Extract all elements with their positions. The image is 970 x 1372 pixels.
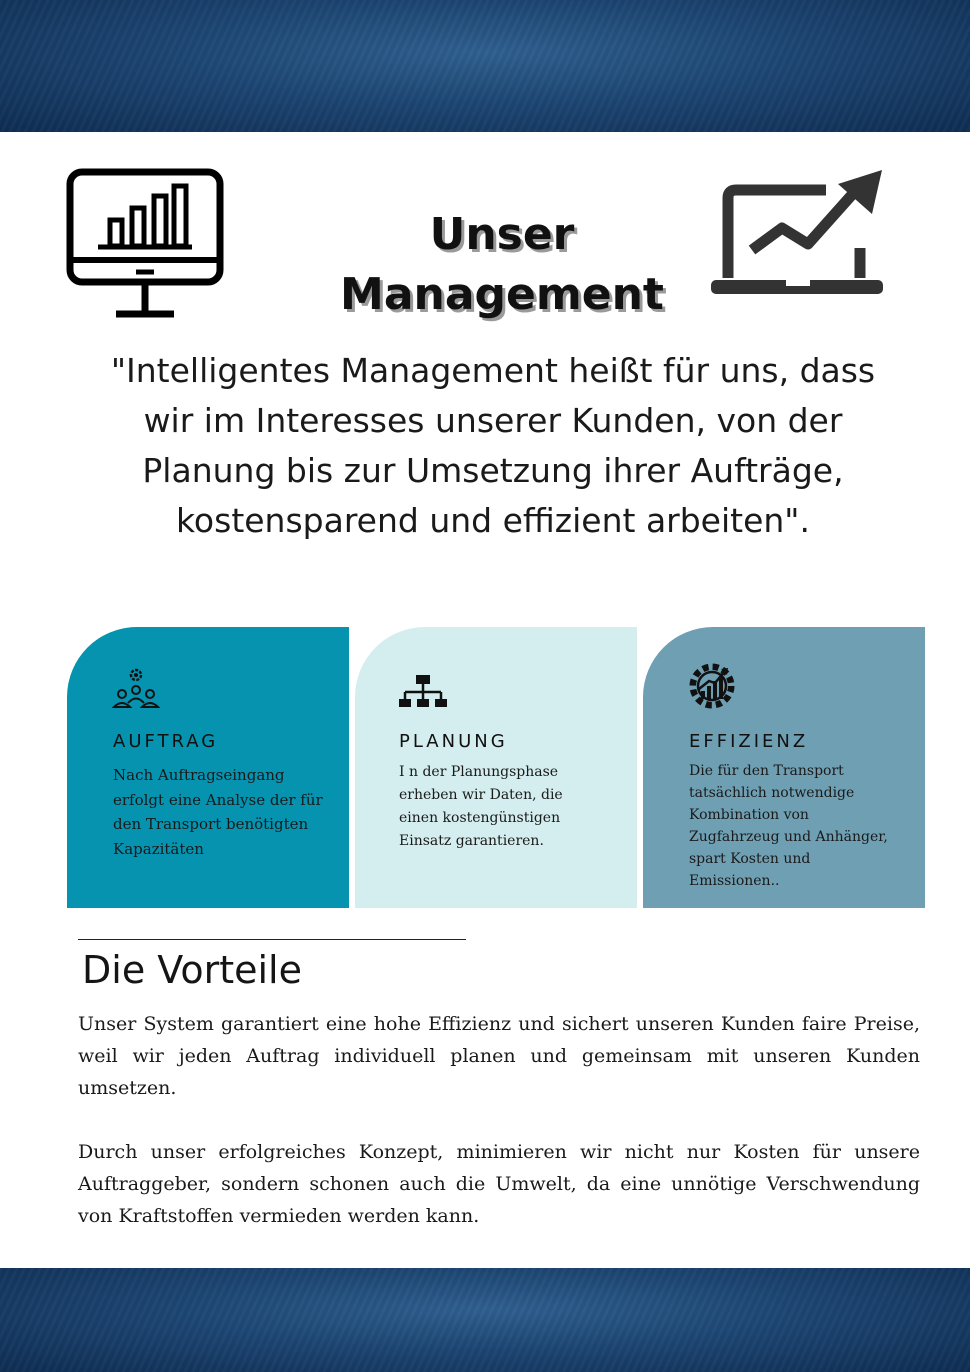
vorteile-paragraph-2: Durch unser erfolgreiches Konzept, minimieren wir nicht nur Kosten für unsere Auftraggeber, sondern schonen auch die Umwelt, da eine unnötige Verschwendung von Kraftstoffen vermieden werden kann. xyxy=(78,1141,920,1227)
hierarchy-icon xyxy=(399,665,449,715)
card-auftrag xyxy=(67,627,349,908)
title-line-2: Management xyxy=(340,269,664,321)
card-planung xyxy=(355,627,637,908)
vorteile-paragraph-1: Unser System garantiert eine hohe Effizienz und sichert unseren Kunden faire Preise, weil wir jeden Auftrag individuell planen und gemeinsam mit unseren Kunden umsetzen. xyxy=(78,1013,920,1099)
management-quote: "Intelligentes Management heißt für uns, dass wir im Interesses unserer Kunden, von der Planung bis zur Umsetzung ihrer Aufträge, kostensparend und effizient arbeiten". xyxy=(110,351,876,540)
monitor-bar-chart-icon xyxy=(66,168,224,320)
card-text: I n der Planungsphase erheben wir Daten, die einen kostengünstigen Einsatz garantieren. xyxy=(399,764,563,849)
vorteile-title: Die Vorteile xyxy=(82,948,302,992)
card-text: Die für den Transport tatsächlich notwendige Kombination von Zugfahrzeug und Anhänger, spart Kosten und Emissionen.. xyxy=(689,763,888,889)
card-heading: AUFTRAG xyxy=(113,731,219,752)
header-background-band xyxy=(0,0,970,132)
card-heading: PLANUNG xyxy=(399,731,508,752)
card-text: Nach Auftragseingang erfolgt eine Analyse der für den Transport benötigten Kapazitäten xyxy=(113,766,323,858)
laptop-growth-arrow-icon xyxy=(708,168,886,300)
card-effizienz xyxy=(643,627,925,908)
page-title xyxy=(300,205,704,325)
title-line-1: Unser xyxy=(429,209,575,261)
team-gear-icon xyxy=(111,665,161,715)
card-heading: EFFIZIENZ xyxy=(689,731,809,752)
footer-background-band xyxy=(0,1268,970,1372)
gear-chart-icon xyxy=(687,659,737,713)
section-divider xyxy=(78,939,466,940)
